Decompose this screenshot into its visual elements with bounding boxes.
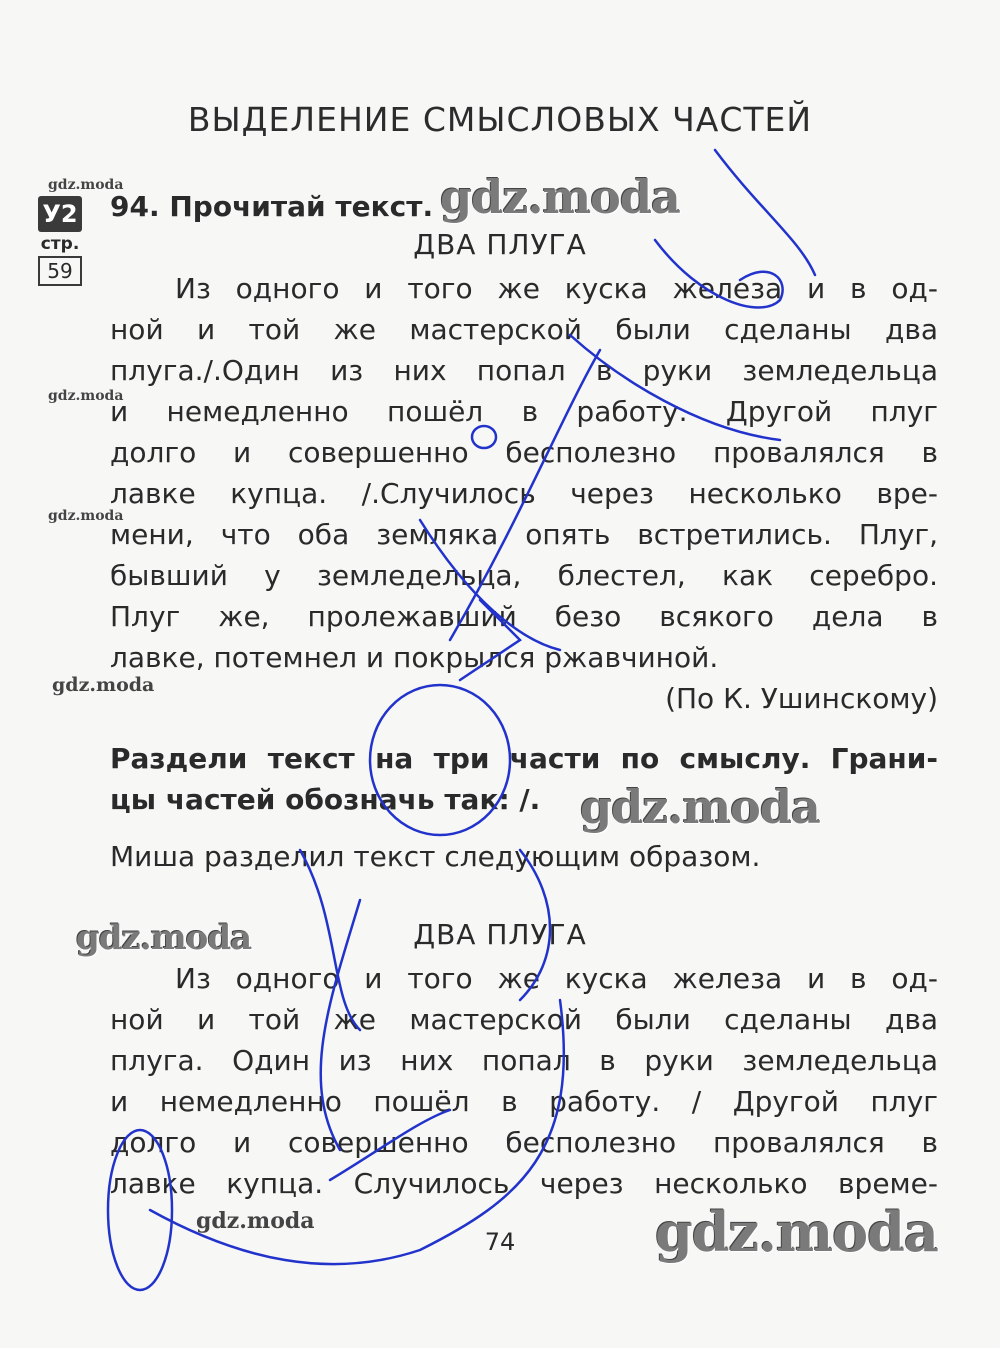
story-line: Из одного и того же куска железа и в од-	[175, 272, 938, 305]
side-label-code: У2	[38, 196, 82, 232]
page-number: 74	[484, 1228, 516, 1256]
task-number-label: 94. Прочитай текст.	[110, 190, 434, 223]
story-line: плуга./.Один из них попал в руки земледельца	[110, 354, 938, 387]
side-label-page: 59	[38, 256, 82, 286]
attribution: (По К. Ушинскому)	[665, 682, 938, 715]
story2-line: плуга. Один из них попал в руки земледельца	[110, 1044, 938, 1077]
story2-line: долго и совершенно бесполезно провалялся в	[110, 1126, 938, 1159]
misha-line: Миша разделил текст следующим образом.	[110, 840, 761, 873]
watermark-small: gdz.moda	[52, 674, 155, 696]
story2-line: ной и той же мастерской были сделаны два	[110, 1003, 938, 1036]
story-line: долго и совершенно бесполезно провалялся в	[110, 436, 938, 469]
story2-line: и немедленно пошёл в работу. / Другой плуг	[110, 1085, 938, 1118]
story-line: Плуг же, пролежавший безо всякого дела в	[110, 600, 938, 633]
watermark-logo: gdz.moda	[440, 170, 680, 224]
story-line: бывший у земледельца, блестел, как серебро.	[110, 559, 938, 592]
watermark-logo: gdz.moda	[580, 780, 820, 834]
watermark-logo: gdz.moda	[655, 1200, 938, 1264]
watermark-small: gdz.moda	[196, 1208, 315, 1234]
page-heading: ВЫДЕЛЕНИЕ СМЫСЛОВЫХ ЧАСТЕЙ	[187, 100, 813, 139]
side-label-page-label: стр.	[40, 234, 80, 254]
watermark-logo: gdz.moda	[76, 918, 252, 958]
instruction-line: цы частей обозначь так: /.	[110, 783, 541, 816]
watermark-small: gdz.moda	[48, 177, 124, 193]
story-line: мени, что оба земляка опять встретились. Плуг,	[110, 518, 938, 551]
story2-line: Из одного и того же куска железа и в од-	[175, 962, 938, 995]
watermark-small: gdz.moda	[48, 388, 124, 404]
story2-title: ДВА ПЛУГА	[413, 918, 587, 951]
story2-line: лавке купца. Случилось через несколько време-	[110, 1167, 938, 1200]
story-line: и немедленно пошёл в работу. Другой плуг	[110, 395, 938, 428]
watermark-small: gdz.moda	[48, 508, 124, 524]
story-line: ной и той же мастерской были сделаны два	[110, 313, 938, 346]
story-line: лавке, потемнел и покрылся ржавчиной.	[110, 641, 719, 674]
instruction-line: Раздели текст на три части по смыслу. Грани-	[110, 742, 938, 775]
story-title: ДВА ПЛУГА	[413, 228, 587, 261]
story-line: лавке купца. /.Случилось через несколько вре-	[110, 477, 938, 510]
